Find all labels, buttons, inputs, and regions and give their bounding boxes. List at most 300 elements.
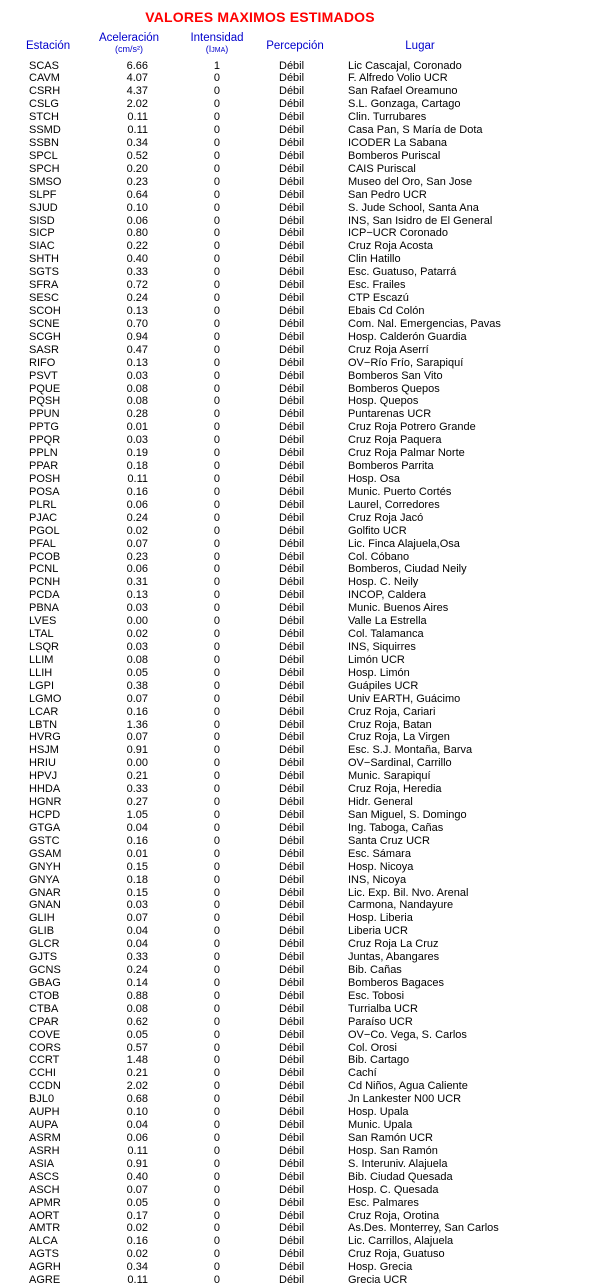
location-name: Cruz Roja Potrero Grande <box>348 421 476 434</box>
perception-value: Débil <box>279 98 305 111</box>
acceleration-value: 0.04 <box>126 938 148 951</box>
acceleration-value: 0.19 <box>126 447 148 460</box>
station-code: SFRA <box>29 279 59 292</box>
table-row <box>0 1054 590 1067</box>
perception-value: Débil <box>279 692 305 705</box>
intensity-value: 0 <box>213 537 220 550</box>
location-name: S.L. Gonzaga, Cartago <box>348 98 461 111</box>
table-row <box>0 1274 590 1287</box>
acceleration-value: 4.07 <box>126 72 148 85</box>
station-code: PSVT <box>29 369 58 382</box>
station-code: SJUD <box>29 201 58 214</box>
location-name: Bomberos Puriscal <box>348 149 441 162</box>
station-code: SMSO <box>29 175 62 188</box>
table-row <box>0 589 590 602</box>
unit-close: ) <box>225 44 229 54</box>
table-row <box>0 163 590 176</box>
table-row <box>0 744 590 757</box>
intensity-value: 0 <box>213 85 220 98</box>
station-code: CCHI <box>29 1067 56 1080</box>
station-code: BJL0 <box>29 1093 55 1106</box>
table-row <box>0 318 590 331</box>
table-row <box>0 266 590 279</box>
station-code: HVRG <box>29 731 61 744</box>
acceleration-value: 0.94 <box>126 330 148 343</box>
location-name: INS, Nicoya <box>348 873 407 886</box>
location-name: Paraíso UCR <box>348 1015 413 1028</box>
location-name: ICP−UCR Coronado <box>348 227 448 240</box>
station-code: PPUN <box>29 408 60 421</box>
station-code: CSLG <box>29 98 59 111</box>
table-row <box>0 1132 590 1145</box>
acceleration-value: 0.57 <box>126 1041 148 1054</box>
table-row <box>0 447 590 460</box>
perception-value: Débil <box>279 214 305 227</box>
acceleration-value: 0.38 <box>126 679 148 692</box>
intensity-value: 0 <box>213 938 220 951</box>
perception-value: Débil <box>279 1235 305 1248</box>
location-name: Hosp. San Ramón <box>348 1144 438 1157</box>
intensity-value: 0 <box>213 1248 220 1261</box>
intensity-value: 0 <box>213 989 220 1002</box>
table-row <box>0 227 590 240</box>
location-name: Cruz Roja Paquera <box>348 434 442 447</box>
acceleration-value: 0.08 <box>126 382 148 395</box>
perception-value: Débil <box>279 72 305 85</box>
perception-value: Débil <box>279 1015 305 1028</box>
intensity-value: 0 <box>213 1119 220 1132</box>
station-code: CORS <box>29 1041 61 1054</box>
location-name: Hosp. C. Quesada <box>348 1183 439 1196</box>
intensity-value: 0 <box>213 796 220 809</box>
station-code: ASCH <box>29 1183 60 1196</box>
perception-value: Débil <box>279 473 305 485</box>
location-name: Lic. Exp. Bil. Nvo. Arenal <box>348 886 469 899</box>
perception-value: Débil <box>279 305 305 318</box>
perception-value: Débil <box>279 1119 305 1132</box>
table-row <box>0 1261 590 1274</box>
station-code: SICP <box>29 227 55 240</box>
location-name: Ing. Taboga, Cañas <box>348 821 444 834</box>
table-row <box>0 925 590 938</box>
intensity-value: 0 <box>213 1132 220 1145</box>
perception-value: Débil <box>279 989 305 1002</box>
acceleration-value: 0.34 <box>126 137 148 150</box>
perception-value: Débil <box>279 537 305 550</box>
acceleration-value: 0.13 <box>126 356 148 369</box>
table-row <box>0 60 590 73</box>
perception-value: Débil <box>279 796 305 809</box>
acceleration-value: 0.02 <box>126 524 148 537</box>
perception-value: Débil <box>279 951 305 964</box>
table-row <box>0 305 590 318</box>
table-row <box>0 576 590 589</box>
table-row <box>0 835 590 848</box>
acceleration-value: 0.27 <box>126 796 148 809</box>
location-name: OV−Río Frío, Sarapiquí <box>348 356 464 369</box>
location-name: Laurel, Corredores <box>348 498 440 511</box>
acceleration-value: 2.02 <box>126 1080 148 1093</box>
station-code: GSTC <box>29 834 60 847</box>
location-name: Cruz Roja Palmar Norte <box>348 447 465 460</box>
station-code: GNYH <box>29 860 61 873</box>
location-name: Cruz Roja, Batan <box>348 718 432 731</box>
station-code: LCAR <box>29 705 59 718</box>
perception-value: Débil <box>279 925 305 938</box>
intensity-value: 0 <box>213 873 220 886</box>
table-row <box>0 964 590 977</box>
intensity-value: 0 <box>213 473 220 485</box>
location-name: Lic Cascajal, Coronado <box>348 59 462 72</box>
location-name: Hosp. Quepos <box>348 395 419 408</box>
station-code: HSJM <box>29 744 59 757</box>
station-code: RIFO <box>29 356 56 369</box>
perception-value: Débil <box>279 1183 305 1196</box>
station-code: GNAR <box>29 886 61 899</box>
perception-value: Débil <box>279 653 305 666</box>
location-name: F. Alfredo Volio UCR <box>348 72 448 85</box>
intensity-value: 0 <box>213 111 220 124</box>
perception-value: Débil <box>279 175 305 188</box>
intensity-value: 0 <box>213 485 220 498</box>
station-code: GLIB <box>29 925 55 938</box>
table-row <box>0 395 590 408</box>
perception-value: Débil <box>279 860 305 873</box>
perception-value: Débil <box>279 938 305 951</box>
intensity-value: 0 <box>213 1157 220 1170</box>
header-aceleracion <box>88 33 170 55</box>
acceleration-value: 0.04 <box>126 1119 148 1132</box>
station-code: ASCS <box>29 1170 59 1183</box>
perception-value: Débil <box>279 1002 305 1015</box>
acceleration-value: 0.07 <box>126 731 148 744</box>
intensity-value: 0 <box>213 589 220 602</box>
table-row <box>0 628 590 641</box>
location-name: Grecia UCR <box>348 1274 408 1287</box>
perception-value: Débil <box>279 873 305 886</box>
intensity-value: 0 <box>213 1002 220 1015</box>
location-name: Cruz Roja, Cariari <box>348 705 436 718</box>
acceleration-value: 1.05 <box>126 808 148 821</box>
acceleration-value: 0.07 <box>126 1183 148 1196</box>
intensity-value: 0 <box>213 447 220 460</box>
acceleration-value: 0.05 <box>126 1028 148 1041</box>
perception-value: Débil <box>279 718 305 731</box>
table-row <box>0 874 590 887</box>
location-name: Puntarenas UCR <box>348 408 432 421</box>
intensity-value: 0 <box>213 434 220 447</box>
acceleration-value: 0.24 <box>126 511 148 524</box>
acceleration-value: 0.02 <box>126 1222 148 1235</box>
intensity-value: 0 <box>213 757 220 770</box>
acceleration-value: 6.66 <box>126 59 148 72</box>
station-code: SCNE <box>29 317 60 330</box>
acceleration-value: 0.31 <box>126 576 148 589</box>
intensity-value: 0 <box>213 162 220 175</box>
table-row <box>0 641 590 654</box>
station-code: LTAL <box>29 628 54 641</box>
perception-value: Débil <box>279 524 305 537</box>
station-code: ASIA <box>29 1157 55 1170</box>
acceleration-value: 0.24 <box>126 964 148 977</box>
intensity-value: 0 <box>213 925 220 938</box>
station-code: GNAN <box>29 899 61 912</box>
station-code: AGRE <box>29 1274 61 1287</box>
acceleration-value: 0.04 <box>126 925 148 938</box>
perception-value: Débil <box>279 563 305 576</box>
station-code: GNYA <box>29 873 60 886</box>
location-name: Clin Hatillo <box>348 253 401 266</box>
intensity-value: 0 <box>213 1235 220 1248</box>
location-name: Guápiles UCR <box>348 679 419 692</box>
intensity-value: 0 <box>213 511 220 524</box>
acceleration-value: 0.22 <box>126 240 148 253</box>
intensity-value: 0 <box>213 770 220 783</box>
acceleration-value: 0.62 <box>126 1015 148 1028</box>
station-code: SASR <box>29 343 59 356</box>
table-row <box>0 176 590 189</box>
perception-value: Débil <box>279 1274 305 1287</box>
acceleration-value: 0.91 <box>126 744 148 757</box>
acceleration-value: 0.15 <box>126 886 148 899</box>
perception-value: Débil <box>279 964 305 977</box>
table-row <box>0 370 590 383</box>
table-row <box>0 693 590 706</box>
table-row <box>0 1145 590 1158</box>
station-code: SSMD <box>29 124 61 137</box>
intensity-value: 0 <box>213 640 220 653</box>
table-row <box>0 486 590 499</box>
acceleration-value: 0.16 <box>126 1235 148 1248</box>
perception-value: Débil <box>279 705 305 718</box>
location-name: OV−Sardinal, Carrillo <box>348 757 452 770</box>
intensity-value: 0 <box>213 240 220 253</box>
acceleration-value: 0.52 <box>126 149 148 162</box>
location-name: Bomberos, Ciudad Neily <box>348 563 467 576</box>
station-code: PCNL <box>29 563 59 576</box>
intensity-value: 0 <box>213 1170 220 1183</box>
acceleration-value: 0.00 <box>126 757 148 770</box>
table-row <box>0 783 590 796</box>
perception-value: Débil <box>279 227 305 240</box>
intensity-value: 0 <box>213 1196 220 1209</box>
acceleration-value: 0.13 <box>126 305 148 318</box>
intensity-value: 0 <box>213 964 220 977</box>
table-row <box>0 912 590 925</box>
station-code: PQSH <box>29 395 61 408</box>
perception-value: Débil <box>279 1170 305 1183</box>
station-code: STCH <box>29 111 59 124</box>
acceleration-value: 2.02 <box>126 98 148 111</box>
perception-value: Débil <box>279 640 305 653</box>
page-title: VALORES MAXIMOS ESTIMADOS <box>145 9 375 25</box>
perception-value: Débil <box>279 111 305 124</box>
location-name: Cruz Roja Jacó <box>348 511 424 524</box>
station-code: PPLN <box>29 447 58 460</box>
table-row <box>0 499 590 512</box>
location-name: Hosp. Upala <box>348 1106 409 1119</box>
acceleration-value: 0.02 <box>126 1248 148 1261</box>
intensity-value: 0 <box>213 912 220 925</box>
station-code: HCPD <box>29 808 61 821</box>
acceleration-value: 0.11 <box>127 473 148 485</box>
location-name: Bib. Cañas <box>348 964 402 977</box>
table-row <box>0 357 590 370</box>
perception-value: Débil <box>279 162 305 175</box>
intensity-value: 0 <box>213 563 220 576</box>
acceleration-value: 0.01 <box>126 421 148 434</box>
intensity-value: 0 <box>213 1144 220 1157</box>
location-name: Cruz Roja La Cruz <box>348 938 439 951</box>
perception-value: Débil <box>279 1093 305 1106</box>
perception-value: Débil <box>279 847 305 860</box>
table-row <box>0 1106 590 1119</box>
table-row <box>0 848 590 861</box>
station-code: LSQR <box>29 640 59 653</box>
station-code: SIAC <box>29 240 55 253</box>
station-code: GTGA <box>29 821 61 834</box>
station-code: PJAC <box>29 511 58 524</box>
table-row <box>0 796 590 809</box>
acceleration-value: 0.00 <box>126 615 148 628</box>
perception-value: Débil <box>279 834 305 847</box>
intensity-value: 0 <box>213 705 220 718</box>
location-name: Carmona, Nandayure <box>348 899 454 912</box>
station-code: PFAL <box>29 537 56 550</box>
table-row <box>0 421 590 434</box>
intensity-value: 0 <box>213 188 220 201</box>
location-name: Bomberos Parrita <box>348 460 434 473</box>
acceleration-value: 0.64 <box>126 188 148 201</box>
perception-value: Débil <box>279 1209 305 1222</box>
acceleration-value: 0.40 <box>126 1170 148 1183</box>
perception-value: Débil <box>279 589 305 602</box>
table-row <box>0 111 590 124</box>
perception-value: Débil <box>279 783 305 796</box>
intensity-value: 0 <box>213 369 220 382</box>
acceleration-value: 0.03 <box>126 602 148 615</box>
intensity-value: 0 <box>213 886 220 899</box>
station-code: LLIM <box>29 653 54 666</box>
station-code: CAVM <box>29 72 60 85</box>
perception-value: Débil <box>279 821 305 834</box>
acceleration-value: 0.08 <box>126 653 148 666</box>
acceleration-value: 0.04 <box>126 821 148 834</box>
station-code: GCNS <box>29 964 61 977</box>
acceleration-value: 0.16 <box>126 834 148 847</box>
intensity-value: 0 <box>213 343 220 356</box>
station-code: HPVJ <box>29 770 58 783</box>
station-code: APMR <box>29 1196 61 1209</box>
location-name: Cruz Roja Aserrí <box>348 343 429 356</box>
intensity-value: 0 <box>213 1080 220 1093</box>
location-name: Munic. Sarapiquí <box>348 770 431 783</box>
acceleration-value: 0.02 <box>126 628 148 641</box>
location-name: Cruz Roja, Heredia <box>348 783 442 796</box>
station-code: SPCH <box>29 162 60 175</box>
perception-value: Débil <box>279 188 305 201</box>
table-row <box>0 615 590 628</box>
intensity-value: 0 <box>213 460 220 473</box>
perception-value: Débil <box>279 240 305 253</box>
table-row <box>0 990 590 1003</box>
table-row <box>0 1235 590 1248</box>
acceleration-value: 0.23 <box>126 175 148 188</box>
acceleration-value: 0.08 <box>126 1002 148 1015</box>
perception-value: Débil <box>279 550 305 563</box>
intensity-value: 0 <box>213 976 220 989</box>
location-name: INS, Siquirres <box>348 640 416 653</box>
acceleration-value: 0.01 <box>126 847 148 860</box>
intensity-value: 0 <box>213 98 220 111</box>
station-code: SCAS <box>29 59 59 72</box>
location-name: Ebais Cd Colón <box>348 305 425 318</box>
intensity-value: 0 <box>213 808 220 821</box>
station-code: SSBN <box>29 137 59 150</box>
perception-value: Débil <box>279 434 305 447</box>
station-code: PPQR <box>29 434 61 447</box>
location-name: Hosp. Nicoya <box>348 860 414 873</box>
acceleration-value: 0.03 <box>126 369 148 382</box>
intensity-value: 0 <box>213 498 220 511</box>
station-code: SESC <box>29 292 59 305</box>
location-name: Museo del Oro, San Jose <box>348 175 473 188</box>
location-name: Bib. Ciudad Quesada <box>348 1170 453 1183</box>
header-percepcion: Percepción <box>266 40 324 52</box>
intensity-value: 0 <box>213 356 220 369</box>
table-row <box>0 408 590 421</box>
perception-value: Débil <box>279 744 305 757</box>
acceleration-value: 0.06 <box>126 214 148 227</box>
acceleration-value: 0.16 <box>126 485 148 498</box>
station-code: LVES <box>29 615 57 628</box>
acceleration-value: 0.08 <box>126 395 148 408</box>
location-name: Cruz Roja Acosta <box>348 240 433 253</box>
acceleration-value: 0.33 <box>126 783 148 796</box>
location-name: Casa Pan, S María de Dota <box>348 124 483 137</box>
station-code: AORT <box>29 1209 60 1222</box>
station-code: LLIH <box>29 666 53 679</box>
perception-value: Débil <box>279 59 305 72</box>
location-name: Esc. Frailes <box>348 279 406 292</box>
table-row <box>0 1222 590 1235</box>
location-name: CAIS Puriscal <box>348 162 416 175</box>
perception-value: Débil <box>279 976 305 989</box>
intensity-value: 0 <box>213 137 220 150</box>
perception-value: Débil <box>279 511 305 524</box>
station-code: LBTN <box>29 718 58 731</box>
intensity-value: 0 <box>213 744 220 757</box>
station-code: POSA <box>29 485 60 498</box>
header-lugar: Lugar <box>405 40 435 52</box>
intensity-value: 0 <box>213 821 220 834</box>
location-name: Com. Nal. Emergencias, Pavas <box>348 317 501 330</box>
location-name: Hosp. Limón <box>348 666 410 679</box>
table-row <box>0 137 590 150</box>
location-name: Munic. Upala <box>348 1119 413 1132</box>
station-code: POSH <box>29 473 61 485</box>
station-code: PPTG <box>29 421 59 434</box>
location-name: Lic. Carrillos, Alajuela <box>348 1235 454 1248</box>
location-name: Munic. Puerto Cortés <box>348 485 452 498</box>
intensity-value: 0 <box>213 1274 220 1287</box>
perception-value: Débil <box>279 266 305 279</box>
table-row <box>0 1197 590 1210</box>
perception-value: Débil <box>279 912 305 925</box>
perception-value: Débil <box>279 1054 305 1067</box>
acceleration-value: 0.20 <box>126 162 148 175</box>
location-name: Cruz Roja, Guatuso <box>348 1248 445 1261</box>
